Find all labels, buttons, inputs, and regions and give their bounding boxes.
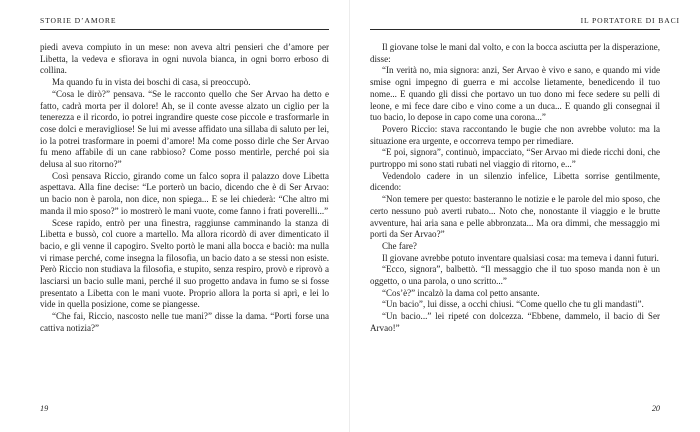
paragraph: Che fare?: [382, 240, 417, 251]
running-head: IL PORTATORE DI BACI: [580, 16, 680, 25]
header-rule: [40, 29, 329, 30]
body-text: [370, 42, 660, 335]
paragraph: “Cosa le dirò?” pensava. “Se le racconto quello che Ser Arvao ha detto e fatto, cadrà morta per il dolore! Ah, se il conte avesse alzato un ciglio per la tenerezza e il ricordo, io potrei ingrandire queste cose piccole e trasformarle in cose dolci e meravigliose! Se lui mi avesse affidato una sillaba di saluto per lei, io la potrei trasformare in poemi d’amore! Ma come posso dirle che Ser Arvao fu meno affabile di un cane rabbioso? Come posso mentirle, perché poi sia delusa al suo ritorno?”: [40, 88, 329, 170]
paragraph: Povero Riccio: stava raccontando le bugie che non avrebbe voluto: ma la situazione era urgente, e occorreva tempo per rimediare.: [370, 123, 660, 146]
paragraph: “E poi, signora”, continuò, impacciato, “Ser Arvao mi diede ricchi doni, che purtroppo mi sono stati rubati nel viaggio di ritorno, e...”: [370, 147, 660, 170]
paragraph: Scese rapido, entrò per una finestra, raggiunse camminando la stanza di Libetta e bussò, col cuore a martello. Ma allora ricordò di aver dimenticato il bacio, e gli venne il capogiro. Svelto portò le mani alla bocca e baciò: ma nulla vi rimase perché, come insegna la filosofia, un bacio dato a se stessi non esiste. Però Riccio non studiava la filosofia, e stupito, senza respiro, provò e riprovò a lasciarsi un bacio sulle mani, perché il suo progetto andava in fumo se si fosse presentato a Libetta con le mani vuote. Proprio allora la porta si aprì, e lei lo vide in quella posizione, come se piangesse.: [40, 217, 329, 310]
paragraph: Vedendolo cadere in un silenzio infelice, Libetta sorrise gentilmente, dicendo:: [370, 170, 660, 193]
right-page: [350, 0, 700, 432]
paragraph: piedi aveva compiuto in un mese: non aveva altri pensieri che d’amore per Libetta, la vedeva e sfiorava in ogni nuvola bianca, in ogni borro erboso di collina.: [40, 42, 329, 76]
paragraph: Il giovane avrebbe potuto inventare qualsiasi cosa: ma temeva i danni futuri.: [382, 252, 659, 263]
running-head: STORIE D’AMORE: [40, 16, 117, 25]
paragraph: Ma quando fu in vista dei boschi di casa, si preoccupò.: [52, 77, 251, 88]
paragraph: “Un bacio...” lei ripeté con dolcezza. “Ebbene, dammelo, il bacio di Ser Arvao!”: [370, 311, 660, 333]
paragraph: “Ecco, signora”, balbettò. “Il messaggio che il tuo sposo manda non è un oggetto, o una parola, o uno scritto...”: [370, 264, 660, 287]
paragraph: “Che fai, Riccio, nascosto nelle tue mani?” disse la dama. “Porti forse una cattiva notizia?”: [40, 311, 329, 333]
page-number: 20: [651, 404, 660, 413]
paragraph: Il giovane tolse le mani dal volto, e con la bocca asciutta per la disperazione, disse:: [370, 42, 660, 64]
body-text: [40, 42, 329, 335]
page-number: 19: [40, 404, 49, 413]
header-rule: [370, 29, 660, 30]
paragraph: “Cos’è?” incalzò la dama col petto ansante.: [382, 287, 540, 298]
paragraph: “Non temere per questo: basteranno le notizie e le parole del mio sposo, che certo nessuno può averti rubato... Noto che, nonostante il viaggio e le brutte avventure, hai aria sana e pelle abbronzata... Ma ora dimmi, che messaggio mi porti da Ser Arvao?”: [370, 194, 660, 240]
paragraph: Così pensava Riccio, girando come un falco sopra il palazzo dove Libetta aspettava. Alla fine decise: “Le porterò un bacio, dicendo che è di Ser Arvao: un bacio non è parola, non dice, non spiega... E se lei chiederà: “Che altro mi manda il mio sposo?” io mostrerò le mani vuote, come fanno i frati poverelli...”: [40, 170, 329, 216]
paragraph: “Un bacio”, lui disse, a occhi chiusi. “Come quello che tu gli mandasti”.: [382, 299, 644, 310]
paragraph: “In verità no, mia signora: anzi, Ser Arvao è vivo e sano, e quando mi vide smise ogni impegno di guerra e mi accolse lietamente, benedicendo il tuo nome... E quando gli dissi che portavo un tuo dono mi fece sedere su pelli di leone, e mi fece dare cibo e vino come a un duca... E quando gli consegnai il tuo bacio, lo depose in capo come una corona...”: [370, 65, 660, 123]
